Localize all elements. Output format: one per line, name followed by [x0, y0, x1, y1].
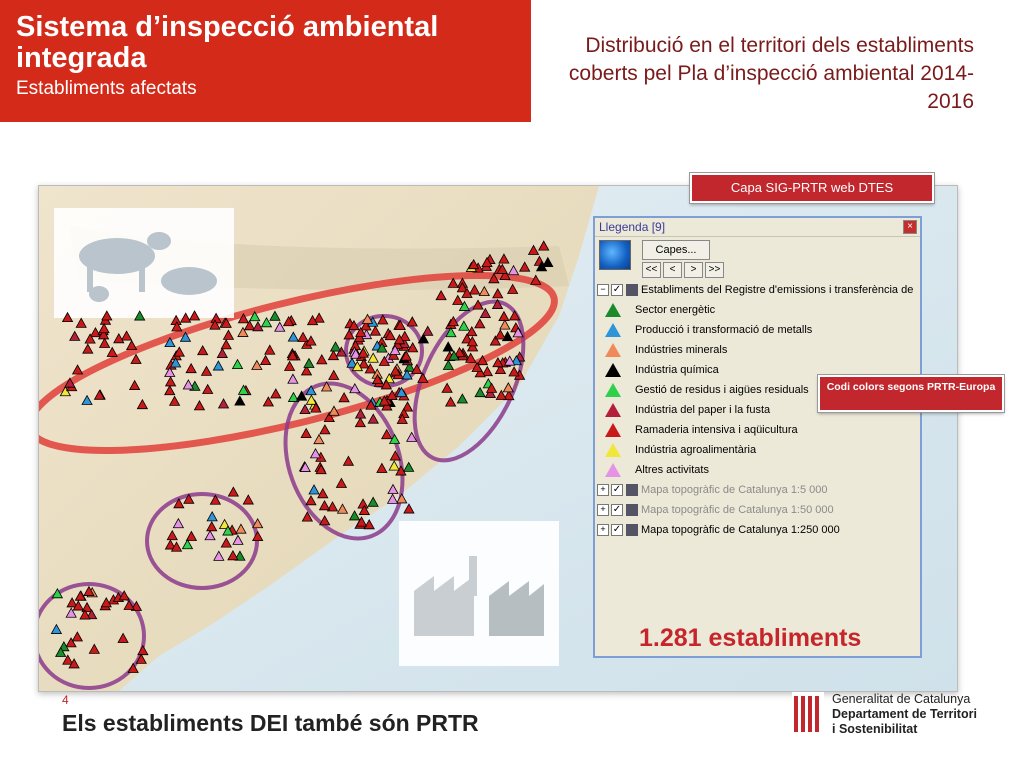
layer-icon [626, 284, 638, 296]
layer-checkbox[interactable]: ✓ [612, 484, 622, 495]
next-page-button[interactable]: > [684, 262, 703, 278]
layer-source-tag: Capa SIG-PRTR web DTES [690, 173, 934, 203]
map-layer-list [597, 480, 919, 540]
layer-checkbox[interactable]: ✓ [612, 524, 622, 535]
layer-checkbox[interactable]: ✓ [612, 504, 622, 515]
senyera-icon [792, 692, 824, 736]
legend-category-item[interactable] [597, 320, 919, 340]
map-layer-label: Mapa topogràfic de Catalunya 1:5 000 [641, 484, 828, 496]
layer-icon [626, 524, 638, 536]
legend-category-item[interactable] [597, 340, 919, 360]
legend-category-label: Producció i transformació de metalls [635, 324, 813, 336]
expand-icon[interactable]: + [597, 524, 609, 536]
first-page-button[interactable]: << [642, 262, 661, 278]
legend-window[interactable] [593, 216, 922, 658]
legend-category-label: Ramaderia intensiva i aqüicultura [635, 424, 798, 436]
root-layer-label: Establiments del Registre d'emissions i transferència de [641, 284, 914, 296]
map-layer-item[interactable] [597, 520, 919, 540]
establishments-count: 1.281 establiments [639, 624, 862, 652]
legend-category-item[interactable] [597, 460, 919, 480]
legend-category-item[interactable] [597, 420, 919, 440]
legend-category-item[interactable] [597, 440, 919, 460]
triangle-marker-icon [605, 443, 621, 457]
map-layer-label: Mapa topogràfic de Catalunya 1:50 000 [641, 504, 834, 516]
map-layer-item[interactable] [597, 480, 919, 500]
legend-titlebar [595, 218, 920, 237]
layer-icon [626, 504, 638, 516]
section-heading: Distribució en el territori dels establiments coberts pel Pla d’inspecció ambiental 2014-2016 [568, 34, 974, 113]
triangle-marker-icon [605, 403, 621, 417]
globe-icon[interactable] [599, 240, 631, 270]
legend-nav [642, 262, 724, 278]
layer-checkbox[interactable]: ✓ [612, 284, 622, 295]
legend-category-label: Sector energètic [635, 304, 716, 316]
title-banner [0, 0, 531, 122]
layer-icon [626, 484, 638, 496]
logo-line-3: i Sostenibilitat [832, 722, 918, 736]
legend-title: Llegenda [9] [599, 220, 666, 234]
page-number: 4 [62, 693, 69, 707]
prev-page-button[interactable]: < [663, 262, 682, 278]
triangle-marker-icon [605, 423, 621, 437]
logo-text [832, 692, 977, 737]
logo-line-2: Departament de Territori [832, 707, 977, 721]
last-page-button[interactable]: >> [705, 262, 724, 278]
triangle-marker-icon [605, 363, 621, 377]
legend-category-label: Indústria del paper i la fusta [635, 404, 771, 416]
expand-icon[interactable]: + [597, 484, 609, 496]
map-layer-item[interactable] [597, 500, 919, 520]
legend-root-layer[interactable] [597, 280, 919, 300]
triangle-marker-icon [605, 343, 621, 357]
legend-category-label: Gestió de residus i aigües residuals [635, 384, 809, 396]
close-icon[interactable]: × [903, 220, 917, 234]
footer-heading: Els establiments DEI també són PRTR [62, 710, 479, 736]
collapse-icon[interactable]: − [597, 284, 609, 296]
expand-icon[interactable]: + [597, 504, 609, 516]
legend-category-item[interactable] [597, 300, 919, 320]
triangle-marker-icon [605, 303, 621, 317]
page-subtitle: Establiments afectats [16, 78, 197, 99]
logo-line-1: Generalitat de Catalunya [832, 692, 971, 706]
legend-category-label: Indústria química [635, 364, 719, 376]
map-layer-label: Mapa topogràfic de Catalunya 1:250 000 [641, 524, 840, 536]
legend-category-label: Altres activitats [635, 464, 709, 476]
color-code-tag: Codi colors segons PRTR-Europa [818, 375, 1004, 412]
page-title: Sistema d’inspecció ambiental integrada [16, 11, 439, 74]
triangle-marker-icon [605, 383, 621, 397]
generalitat-logo [792, 690, 1002, 740]
capes-button[interactable]: Capes... [642, 240, 710, 260]
legend-category-label: Indústries minerals [635, 344, 728, 356]
legend-category-label: Indústria agroalimentària [635, 444, 757, 456]
triangle-marker-icon [605, 463, 621, 477]
triangle-marker-icon [605, 323, 621, 337]
